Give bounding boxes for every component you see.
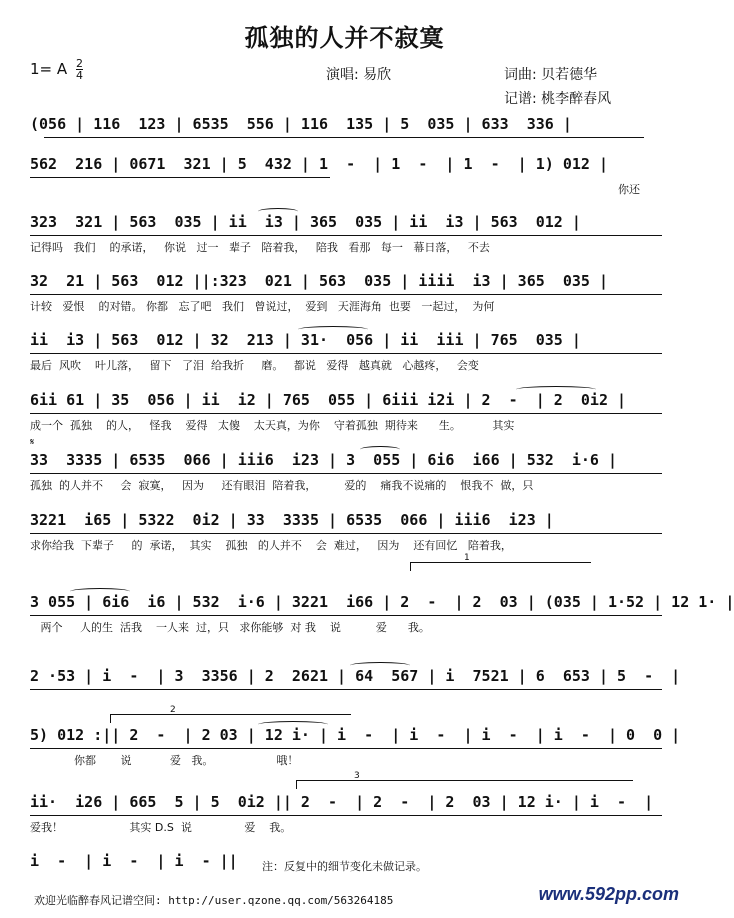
key-signature — [30, 58, 83, 81]
notation-line: 6ii 61 | 35 056 | ii i2 | 765 055 | 6iii i2i | 2 - | 2 0i2 | — [30, 391, 627, 409]
slur — [70, 588, 130, 595]
staff-system-7 — [30, 437, 662, 495]
notation-line: 3221 i65 | 5322 0i2 | 33 3335 | 6535 066 | iii6 i23 | — [30, 511, 554, 529]
volta-number-first: 1 — [464, 553, 470, 563]
notation-line: ii· i26 | 665 5 | 5 0i2 || 2 - | 2 - | 2 03 | 12 i· | i - | — [30, 793, 654, 811]
notation-line: 32 21 | 563 012 ||:323 021 | 563 035 | iiii i3 | 365 035 | — [30, 272, 608, 290]
singer-credit: 演唱: 易欣 — [326, 67, 392, 83]
staff-system-2 — [30, 155, 662, 199]
segno-mark: 𝄋 — [30, 437, 35, 448]
underline-beam — [30, 689, 662, 690]
staff-system-8 — [30, 511, 662, 555]
lyric-line: 你还 — [618, 183, 640, 196]
underline-beam — [30, 413, 662, 414]
slur — [258, 721, 328, 728]
underline-beam — [30, 615, 662, 616]
underline-beam — [30, 473, 662, 474]
staff-system-4 — [30, 272, 662, 316]
slur — [516, 386, 596, 393]
volta-number-third: 3 — [354, 771, 360, 781]
lyric-line: 最后 风吹 叶儿落， 留下 了泪 给我折 磨。 都说 爱得 越真就 心越疼， 会变 — [30, 359, 479, 372]
volta-bracket-first — [410, 562, 591, 571]
notation-line: (056 | 116 123 | 6535 556 | 116 135 | 5 035 | 633 336 | — [30, 115, 572, 133]
staff-system-9 — [30, 593, 734, 637]
underline-beam — [30, 533, 662, 534]
volta-number-second: 2 — [170, 705, 176, 715]
underline-beam — [30, 177, 330, 178]
staff-system-5 — [30, 331, 662, 375]
transcription-note: 注：反复中的细节变化未做记录。 — [262, 860, 427, 873]
time-bottom: 4 — [75, 69, 83, 82]
lyric-line: 你都 说 爱 我。 哦！ — [74, 754, 299, 767]
staff-system-1 — [30, 115, 662, 159]
slur — [350, 662, 410, 669]
notation-line: ii i3 | 563 012 | 32 213 | 31· 056 | ii iii | 765 035 | — [30, 331, 581, 349]
underline-beam — [30, 294, 662, 295]
underline-beam — [44, 137, 644, 138]
notation-line: 323 321 | 563 035 | ii i3 | 365 035 | ii i3 | 563 012 | — [30, 213, 581, 231]
underline-beam — [30, 353, 662, 354]
staff-system-13 — [30, 852, 260, 880]
lyric-line: 求你给我 下辈子 的 承诺， 其实 孤独 的人并不 会 难过， 因为 还有回忆 陪着我， — [30, 539, 512, 552]
slur — [360, 446, 400, 453]
staff-system-10 — [30, 667, 681, 697]
staff-system-6 — [30, 391, 662, 435]
notation-line: i - | i - | i - || — [30, 852, 238, 870]
notation-line: 5) 012 :|| 2 - | 2 03 | 12 i· | i - | i - | i - | i - | 0 0 | — [30, 726, 681, 744]
underline-beam — [30, 748, 662, 749]
transcriber-credit: 记谱: 桃李醉春风 — [504, 91, 612, 107]
lyric-line: 成一个 孤独 的人， 怪我 爱得 太傻 太天真，为你 守着孤独 期待来 生。 其实 — [30, 419, 515, 432]
lyric-line: 爱我！ 其实 D.S 说 爱 我。 — [30, 821, 292, 834]
staff-system-3 — [30, 213, 662, 257]
staff-system-12 — [30, 793, 662, 837]
staff-system-11 — [30, 726, 681, 770]
notation-line: 33 3335 | 6535 066 | iii6 i23 | 3 055 | 6i6 i66 | 532 i·6 | — [30, 451, 617, 469]
time-signature — [76, 58, 83, 81]
slur — [258, 208, 298, 215]
underline-beam — [30, 815, 662, 816]
lyric-line: 孤独 的人并不 会 寂寞， 因为 还有眼泪 陪着我， 爱的 痛我不说痛的 恨我不 做，只 — [30, 479, 534, 492]
notation-line: 2 ·53 | i - | 3 3356 | 2 2621 | 64 567 | i 7521 | 6 653 | 5 - | — [30, 667, 681, 685]
site-logo: www.592pp.com — [538, 884, 679, 904]
page-title: 孤独的人并不寂寞 — [244, 23, 445, 52]
notation-line: 3 055 | 6i6 i6 | 532 i·6 | 3221 i66 | 2 - | 2 03 | (035 | 1·52 | 12 1· | — [30, 593, 734, 611]
notation-line: 562 216 | 0671 321 | 5 432 | 1 - | 1 - | 1 - | 1) 012 | — [30, 155, 608, 173]
lyric-line: 记得吗 我们 的承诺， 你说 过一 辈子 陪着我， 陪我 看那 每一 幕日落， 不去 — [30, 241, 490, 254]
composer-credit: 词曲: 贝若德华 — [504, 67, 598, 83]
lyric-line: 计较 爱恨 的对错。 你都 忘了吧 我们 曾说过， 爱到 天涯海角 也要 一起过， 为何 — [30, 300, 495, 313]
lyric-line: 两个 人的生 活我 一人来 过，只 求你能够 对 我 说 爱 我。 — [30, 621, 430, 634]
underline-beam — [30, 235, 662, 236]
time-top: 2 — [75, 57, 83, 70]
slur — [298, 326, 368, 333]
key-label: 1= A — [30, 60, 68, 78]
footer-visit-text: 欢迎光临醉春风记谱空间: http://user.qzone.qq.com/563264185 — [34, 894, 394, 907]
volta-bracket-third — [296, 780, 633, 789]
